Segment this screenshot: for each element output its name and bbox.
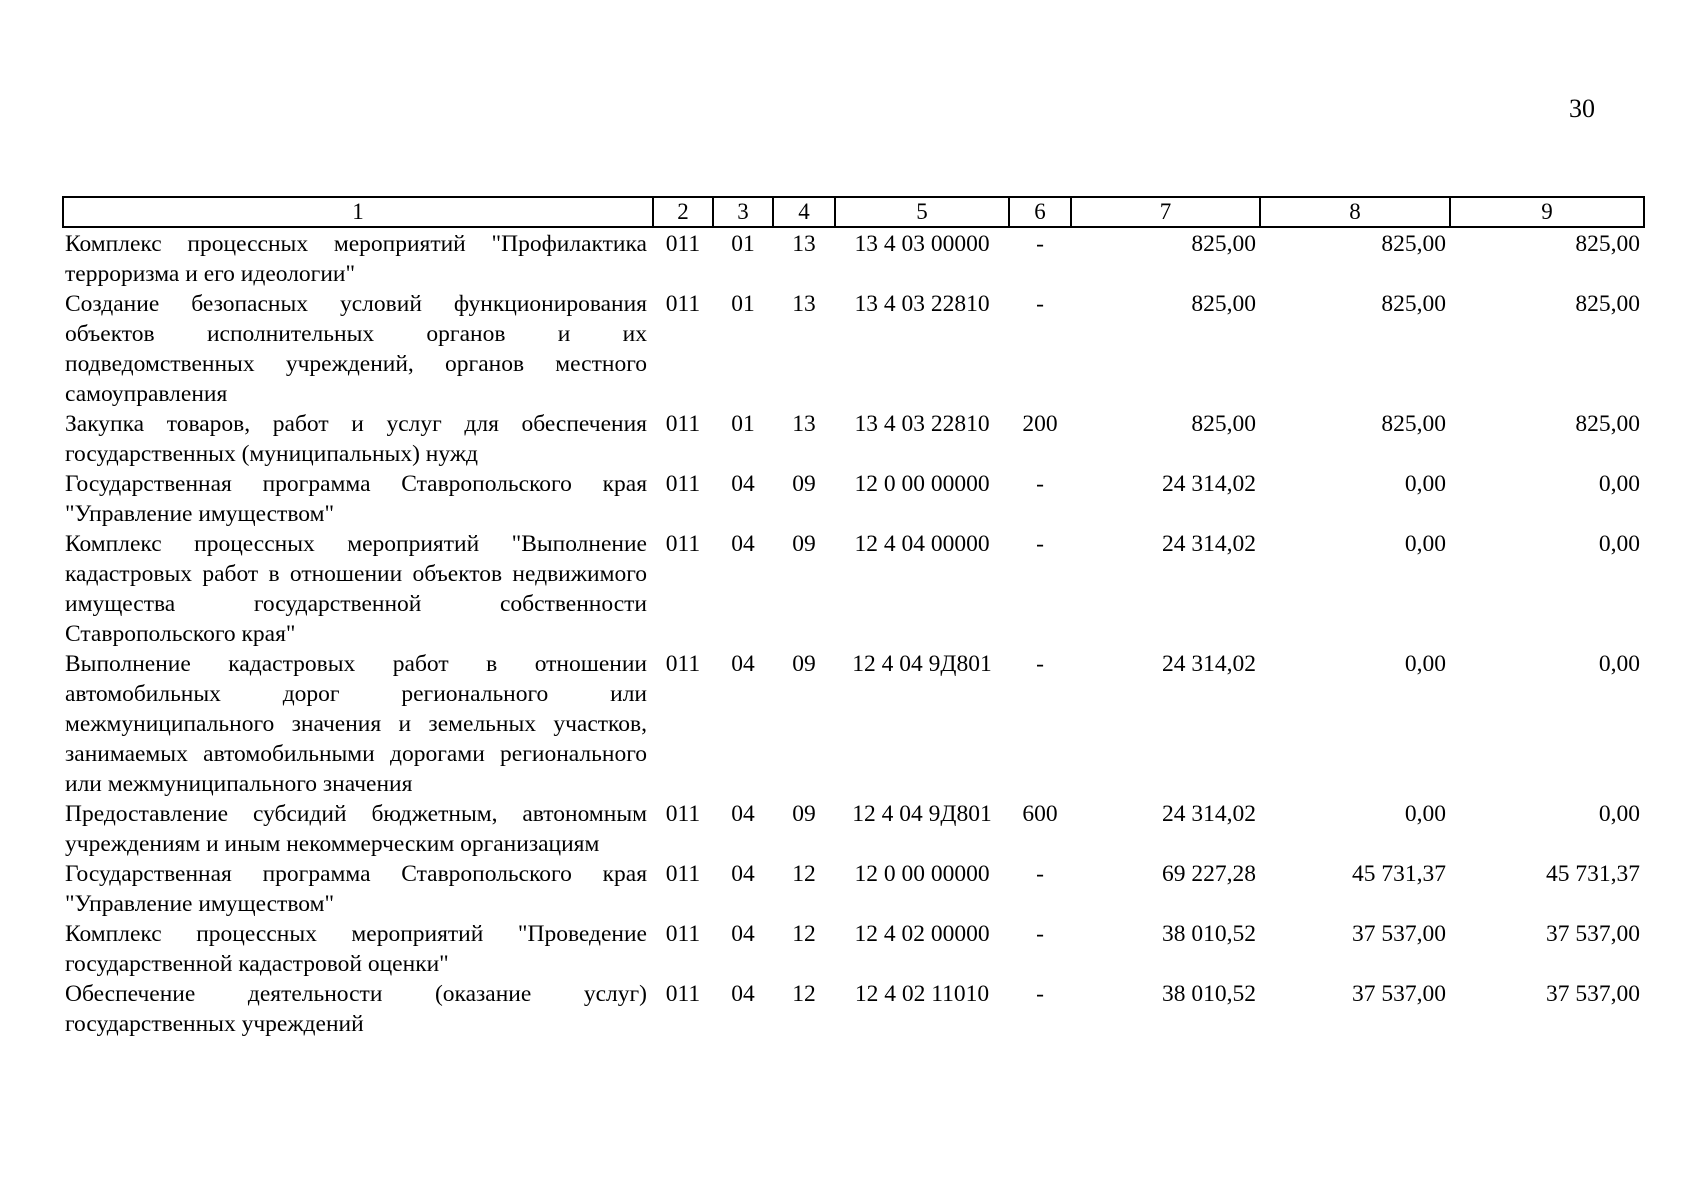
row-amount-9: 0,00 [1598,471,1640,497]
row-code-6: - [1036,921,1044,947]
row-amount-8: 0,00 [1404,801,1446,827]
row-code-5: 12 4 02 11010 [854,981,990,1007]
table-row [63,227,1644,289]
row-name: Обеспечение деятельности (оказание услуг) государственных учреждений [65,981,647,1037]
row-code-6: - [1036,471,1044,497]
row-amount-7: 825,00 [1191,231,1256,257]
table-row [63,799,1644,859]
row-amount-9: 45 731,37 [1546,861,1640,887]
row-code-3: 04 [731,921,755,947]
table-row [63,859,1644,919]
row-amount-9: 37 537,00 [1546,981,1640,1007]
row-amount-8: 0,00 [1404,471,1446,497]
table-header [63,197,1644,227]
row-amount-7: 24 314,02 [1162,531,1256,557]
row-code-3: 01 [731,411,755,437]
row-code-6: 600 [1022,801,1058,827]
row-code-2: 011 [665,291,701,317]
row-amount-9: 0,00 [1598,651,1640,677]
row-code-5: 13 4 03 22810 [854,291,990,317]
row-code-5: 13 4 03 22810 [854,411,990,437]
row-code-6: 200 [1022,411,1058,437]
row-name: Закупка товаров, работ и услуг для обеспечения государственных (муниципальных) нужд [65,411,647,467]
row-code-5: 13 4 03 00000 [854,231,990,257]
budget-table [62,196,1645,1039]
row-code-5: 12 4 04 9Д801 [852,651,992,677]
row-amount-7: 825,00 [1191,411,1256,437]
row-code-4: 09 [792,531,816,557]
row-name: Комплекс процессных мероприятий "Выполнение кадастровых работ в отношении объектов недвижимого имущества государственной собственности Ставропольского края" [65,531,647,647]
row-amount-7: 69 227,28 [1162,861,1256,887]
row-code-3: 01 [731,291,755,317]
header-cell: 8 [1260,197,1450,227]
row-code-6: - [1036,981,1044,1007]
table-body [63,227,1644,1039]
row-code-2: 011 [665,651,701,677]
row-code-4: 12 [792,981,816,1007]
row-code-3: 04 [731,471,755,497]
row-code-3: 04 [731,801,755,827]
row-code-4: 09 [792,801,816,827]
row-name: Создание безопасных условий функционирования объектов исполнительных органов и их подведомственных учреждений, органов местного самоуправления [65,291,647,407]
row-amount-7: 24 314,02 [1162,651,1256,677]
row-code-5: 12 4 04 9Д801 [852,801,992,827]
row-code-4: 09 [792,651,816,677]
row-code-2: 011 [665,861,701,887]
row-code-2: 011 [665,801,701,827]
table-row [63,919,1644,979]
row-code-6: - [1036,531,1044,557]
row-amount-8: 0,00 [1404,531,1446,557]
row-code-6: - [1036,291,1044,317]
table-row [63,409,1644,469]
row-code-2: 011 [665,411,701,437]
row-code-3: 04 [731,861,755,887]
row-amount-8: 37 537,00 [1352,921,1446,947]
row-code-3: 01 [731,231,755,257]
row-code-6: - [1036,861,1044,887]
row-amount-9: 0,00 [1598,531,1640,557]
row-code-6: - [1036,651,1044,677]
table-row [63,289,1644,409]
header-cell: 4 [773,197,835,227]
header-cell: 3 [713,197,773,227]
header-cell: 5 [835,197,1009,227]
row-name: Комплекс процессных мероприятий "Профилактика терроризма и его идеологии" [65,231,647,287]
row-amount-8: 825,00 [1381,411,1446,437]
row-name: Комплекс процессных мероприятий "Проведение государственной кадастровой оценки" [65,921,647,977]
header-cell: 6 [1009,197,1071,227]
table-row [63,649,1644,799]
row-amount-7: 825,00 [1191,291,1256,317]
table-row [63,979,1644,1039]
row-code-4: 09 [792,471,816,497]
table-row [63,529,1644,649]
row-code-2: 011 [665,531,701,557]
row-amount-7: 38 010,52 [1162,921,1256,947]
row-code-5: 12 0 00 00000 [854,471,990,497]
row-name: Выполнение кадастровых работ в отношении автомобильных дорог регионального или межмуниципального значения и земельных участков, занимаемых автомобильными дорогами регионального или межмуниципального значения [65,651,647,797]
header-cell: 9 [1450,197,1644,227]
row-amount-9: 37 537,00 [1546,921,1640,947]
header-row [63,197,1644,227]
row-code-3: 04 [731,651,755,677]
row-name: Предоставление субсидий бюджетным, автономным учреждениям и иным некоммерческим организациям [65,801,647,857]
row-code-4: 13 [792,411,816,437]
row-code-2: 011 [665,231,701,257]
row-code-3: 04 [731,531,755,557]
row-code-2: 011 [665,471,701,497]
header-cell: 7 [1071,197,1260,227]
row-amount-7: 24 314,02 [1162,801,1256,827]
row-code-4: 13 [792,231,816,257]
row-code-5: 12 4 04 00000 [854,531,990,557]
row-code-2: 011 [665,981,701,1007]
row-amount-9: 0,00 [1598,801,1640,827]
row-code-2: 011 [665,921,701,947]
row-amount-9: 825,00 [1575,411,1640,437]
row-amount-8: 0,00 [1404,651,1446,677]
header-cell: 2 [653,197,713,227]
row-amount-8: 45 731,37 [1352,861,1446,887]
row-amount-9: 825,00 [1575,231,1640,257]
row-amount-8: 825,00 [1381,291,1446,317]
table-row [63,469,1644,529]
row-code-4: 12 [792,921,816,947]
row-code-3: 04 [731,981,755,1007]
row-amount-7: 24 314,02 [1162,471,1256,497]
header-cell: 1 [63,197,653,227]
row-amount-8: 825,00 [1381,231,1446,257]
row-code-5: 12 4 02 00000 [854,921,990,947]
row-code-6: - [1036,231,1044,257]
row-amount-9: 825,00 [1575,291,1640,317]
row-code-5: 12 0 00 00000 [854,861,990,887]
row-code-4: 13 [792,291,816,317]
page-number: 30 [1569,94,1595,123]
row-code-4: 12 [792,861,816,887]
row-amount-8: 37 537,00 [1352,981,1446,1007]
row-name: Государственная программа Ставропольского края "Управление имуществом" [65,471,647,527]
row-amount-7: 38 010,52 [1162,981,1256,1007]
row-name: Государственная программа Ставропольского края "Управление имуществом" [65,861,647,917]
